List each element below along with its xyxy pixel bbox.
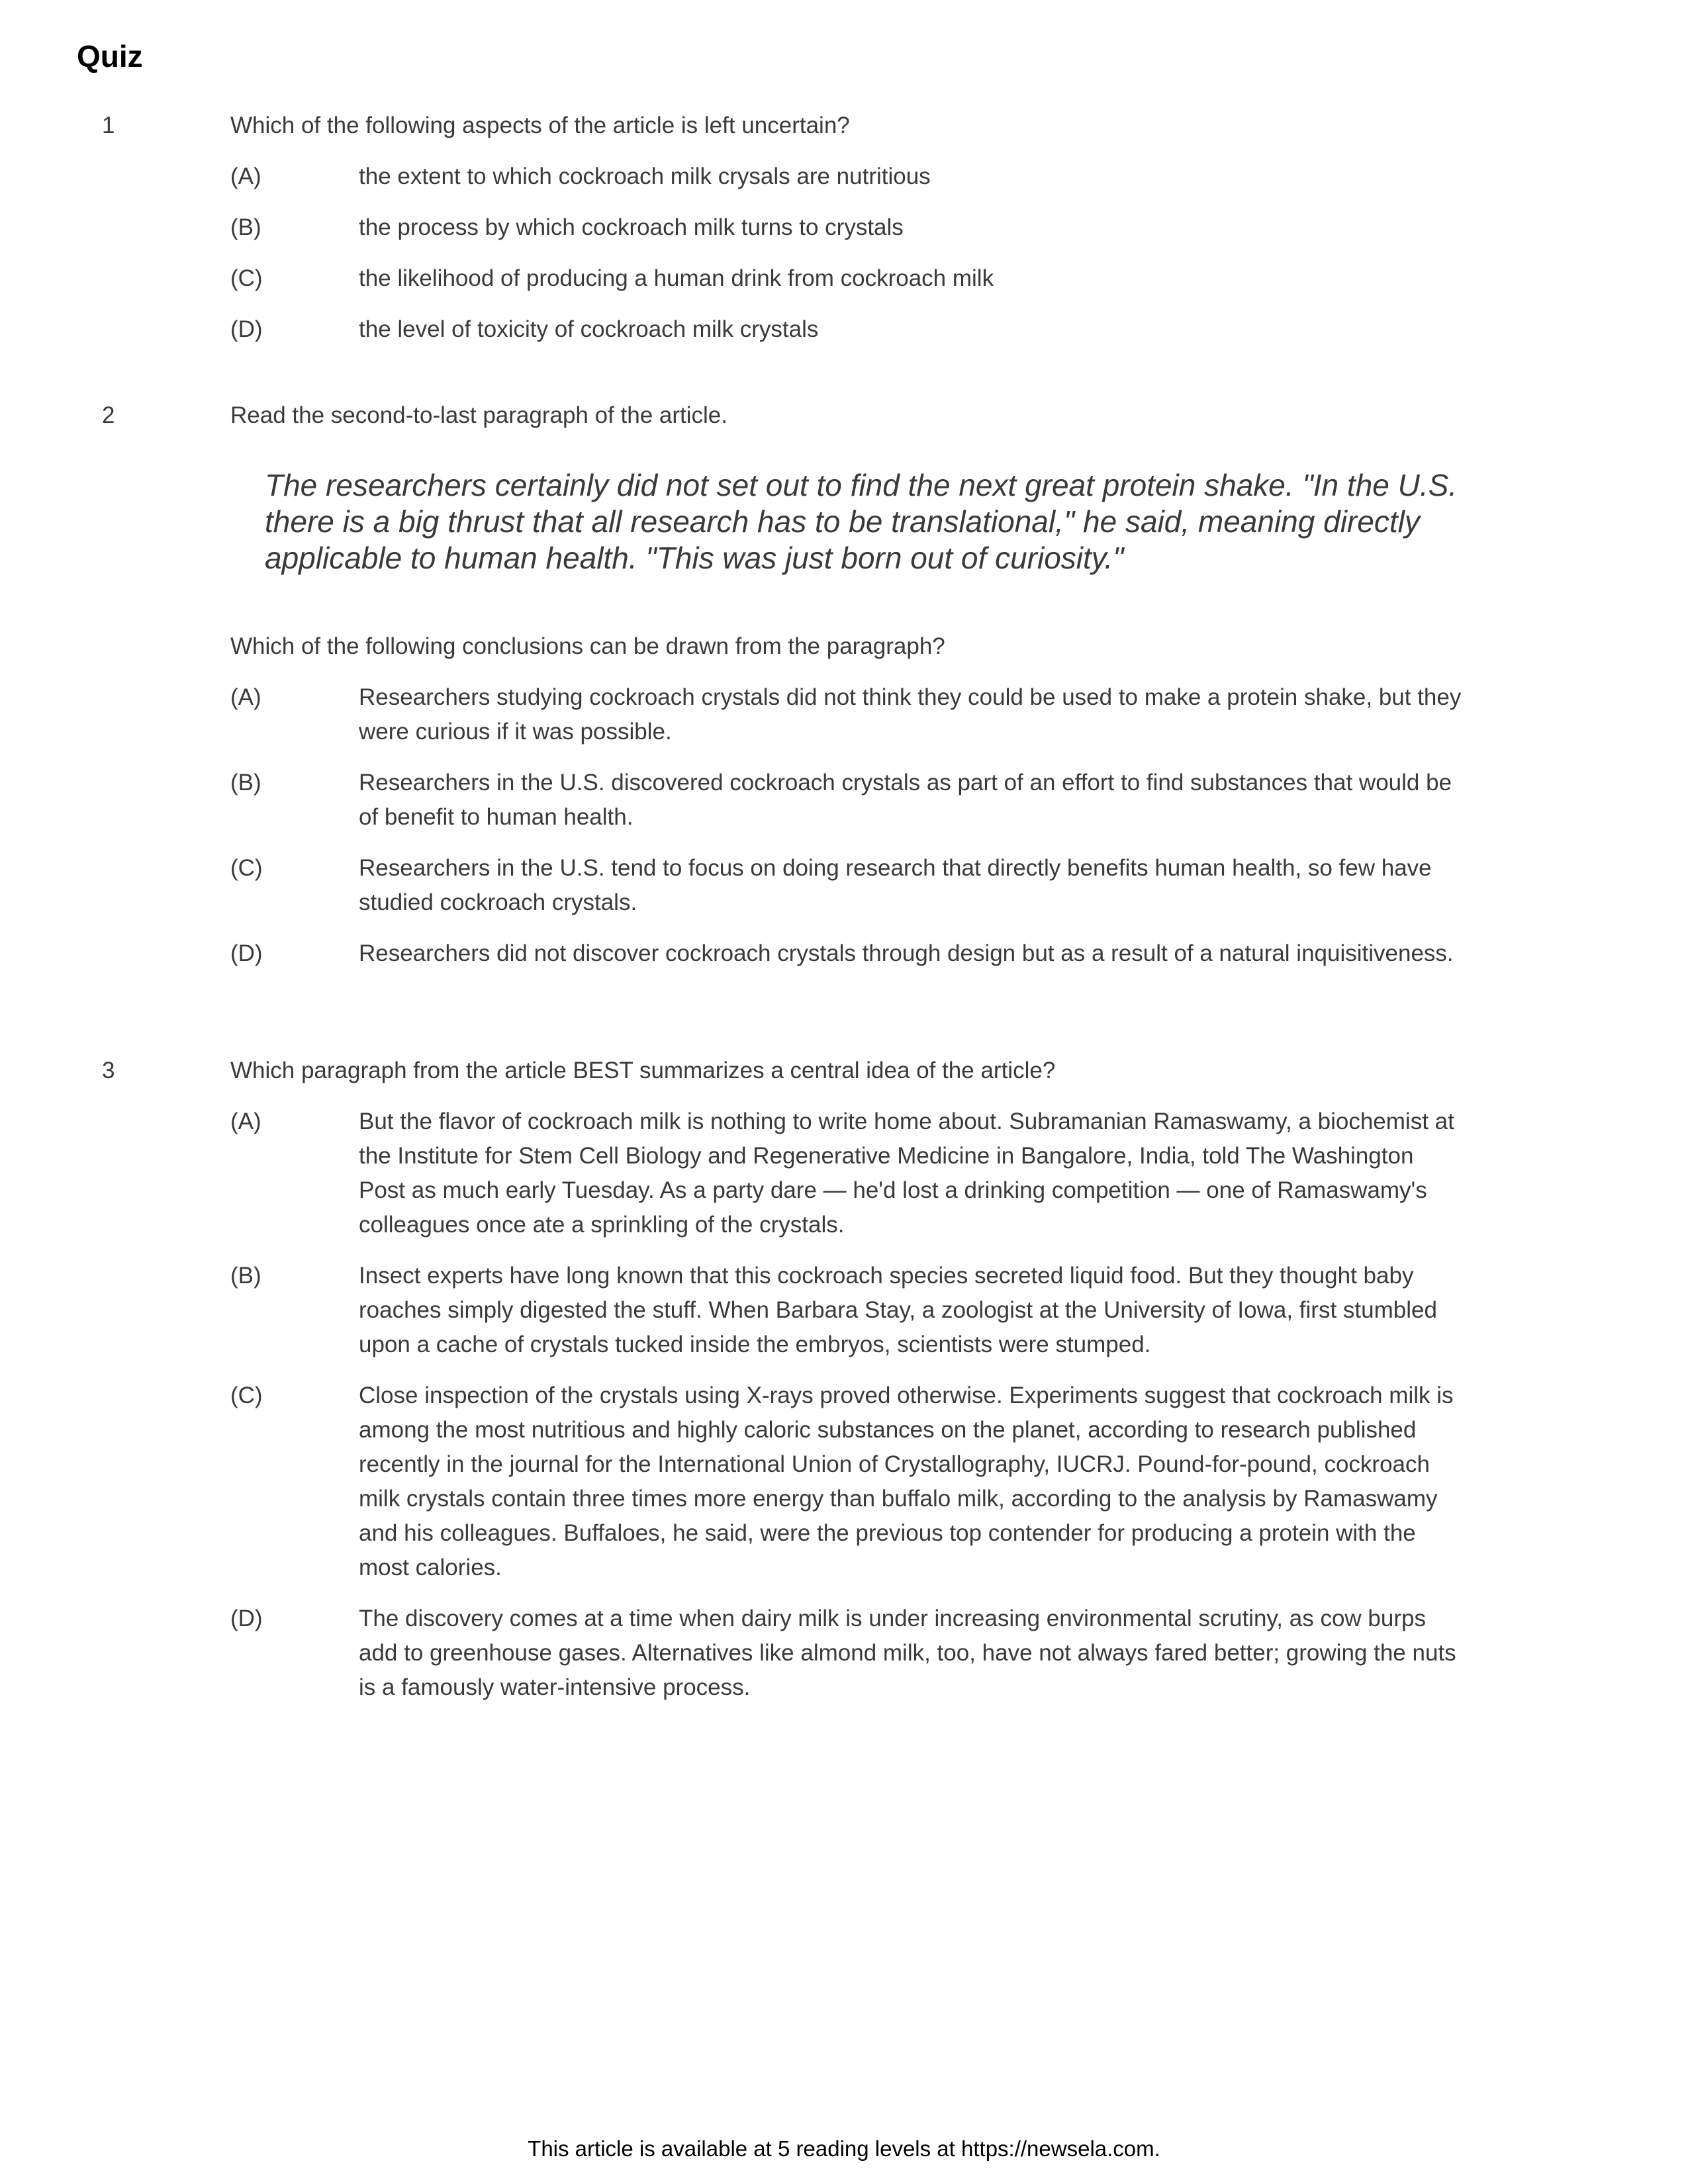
choice-text: Insect experts have long known that this cockroach species secreted liquid food. But they thought baby roaches simply digested the stuff. When Barbara Stay, a zoologist at the University of Iowa, first stumbled upon a cache of crystals tucked inside the embryos, scientists were stumped. (359, 1263, 1437, 1357)
choice-b[interactable] (230, 210, 1475, 245)
choice-d[interactable] (230, 312, 1475, 347)
quoted-paragraph: The researchers certainly did not set out to find the next great protein shake. "In the U.S. there is a big thrust that all research has to be translational," he said, meaning directly applicable to human health. "This was just born out of curiosity." (265, 468, 1458, 575)
choice-text: But the flavor of cockroach milk is nothing to write home about. Subramanian Ramaswamy, a biochemist at the Institute for Stem Cell Biology and Regenerative Medicine in Bangalore, India, told The Washington Post as much early Tuesday. As a party dare — he'd lost a drinking competition — one of Ramaswamy's colleagues once ate a sprinkling of the crystals. (359, 1109, 1454, 1238)
question-body (230, 1054, 1475, 1721)
choice-letter: (A) (230, 163, 261, 189)
answer-choices (230, 159, 1475, 347)
choice-b[interactable] (230, 766, 1475, 835)
question-body (230, 109, 1475, 363)
choice-letter: (B) (230, 1263, 261, 1289)
answer-choices (230, 1105, 1475, 1705)
choice-a[interactable] (230, 1105, 1475, 1242)
choice-letter: (C) (230, 855, 263, 881)
choice-letter: (A) (230, 1109, 261, 1134)
question-followup: Which of the following conclusions can be drawn from the paragraph? (230, 633, 945, 659)
choice-letter: (D) (230, 1606, 263, 1631)
choice-d[interactable] (230, 936, 1475, 971)
question-number: 3 (102, 1058, 115, 1083)
question-body (230, 398, 1475, 987)
choice-letter: (C) (230, 265, 263, 291)
choice-text: Researchers studying cockroach crystals did not think they could be used to make a protein shake, but they were curious if it was possible. (359, 684, 1462, 745)
choice-letter: (B) (230, 770, 261, 796)
question-prompt: Which of the following aspects of the article is left uncertain? (230, 113, 850, 138)
page-footer: This article is available at 5 reading levels at https://newsela.com. (528, 2136, 1160, 2161)
choice-letter: (B) (230, 214, 261, 240)
question-number: 1 (102, 113, 115, 138)
choice-text: the extent to which cockroach milk crysals are nutritious (359, 163, 931, 189)
choice-text: the likelihood of producing a human drink from cockroach milk (359, 265, 994, 291)
question-prompt: Which paragraph from the article BEST summarizes a central idea of the article? (230, 1058, 1056, 1083)
choice-text: the process by which cockroach milk turns to crystals (359, 214, 904, 240)
choice-text: Researchers in the U.S. discovered cockroach crystals as part of an effort to find substances that would be of benefit to human health. (359, 770, 1452, 830)
choice-text: Close inspection of the crystals using X-rays proved otherwise. Experiments suggest that cockroach milk is among the most nutritious and highly caloric substances on the planet, according to research published recently in the journal for the International Union of Crystallography, IUCRJ. Pound-for-pound, cockroach milk crystals contain three times more energy than buffalo milk, according to the analysis by Ramaswamy and his colleagues. Buffaloes, he said, were the previous top contender for producing a protein with the most calories. (359, 1383, 1454, 1580)
question-number: 2 (102, 402, 115, 428)
choice-a[interactable] (230, 680, 1475, 749)
choice-text: The discovery comes at a time when dairy milk is under increasing environmental scrutiny, as cow burps add to greenhouse gases. Alternatives like almond milk, too, have not always fared better; growing the nuts is a famously water-intensive process. (359, 1606, 1456, 1700)
choice-c[interactable] (230, 851, 1475, 920)
choice-text: the level of toxicity of cockroach milk crystals (359, 316, 819, 342)
choice-d[interactable] (230, 1602, 1475, 1705)
choice-c[interactable] (230, 261, 1475, 296)
choice-letter: (A) (230, 684, 261, 710)
choice-text: Researchers in the U.S. tend to focus on doing research that directly benefits human health, so few have studied cockroach crystals. (359, 855, 1432, 915)
question-prompt: Read the second-to-last paragraph of the article. (230, 402, 727, 428)
answer-choices (230, 680, 1475, 971)
choice-letter: (D) (230, 316, 263, 342)
choice-a[interactable] (230, 159, 1475, 194)
choice-letter: (C) (230, 1383, 263, 1408)
choice-letter: (D) (230, 940, 263, 966)
page-title: Quiz (77, 39, 143, 73)
choice-b[interactable] (230, 1259, 1475, 1362)
choice-text: Researchers did not discover cockroach crystals through design but as a result of a natural inquisitiveness. (359, 940, 1454, 966)
choice-c[interactable] (230, 1379, 1475, 1585)
